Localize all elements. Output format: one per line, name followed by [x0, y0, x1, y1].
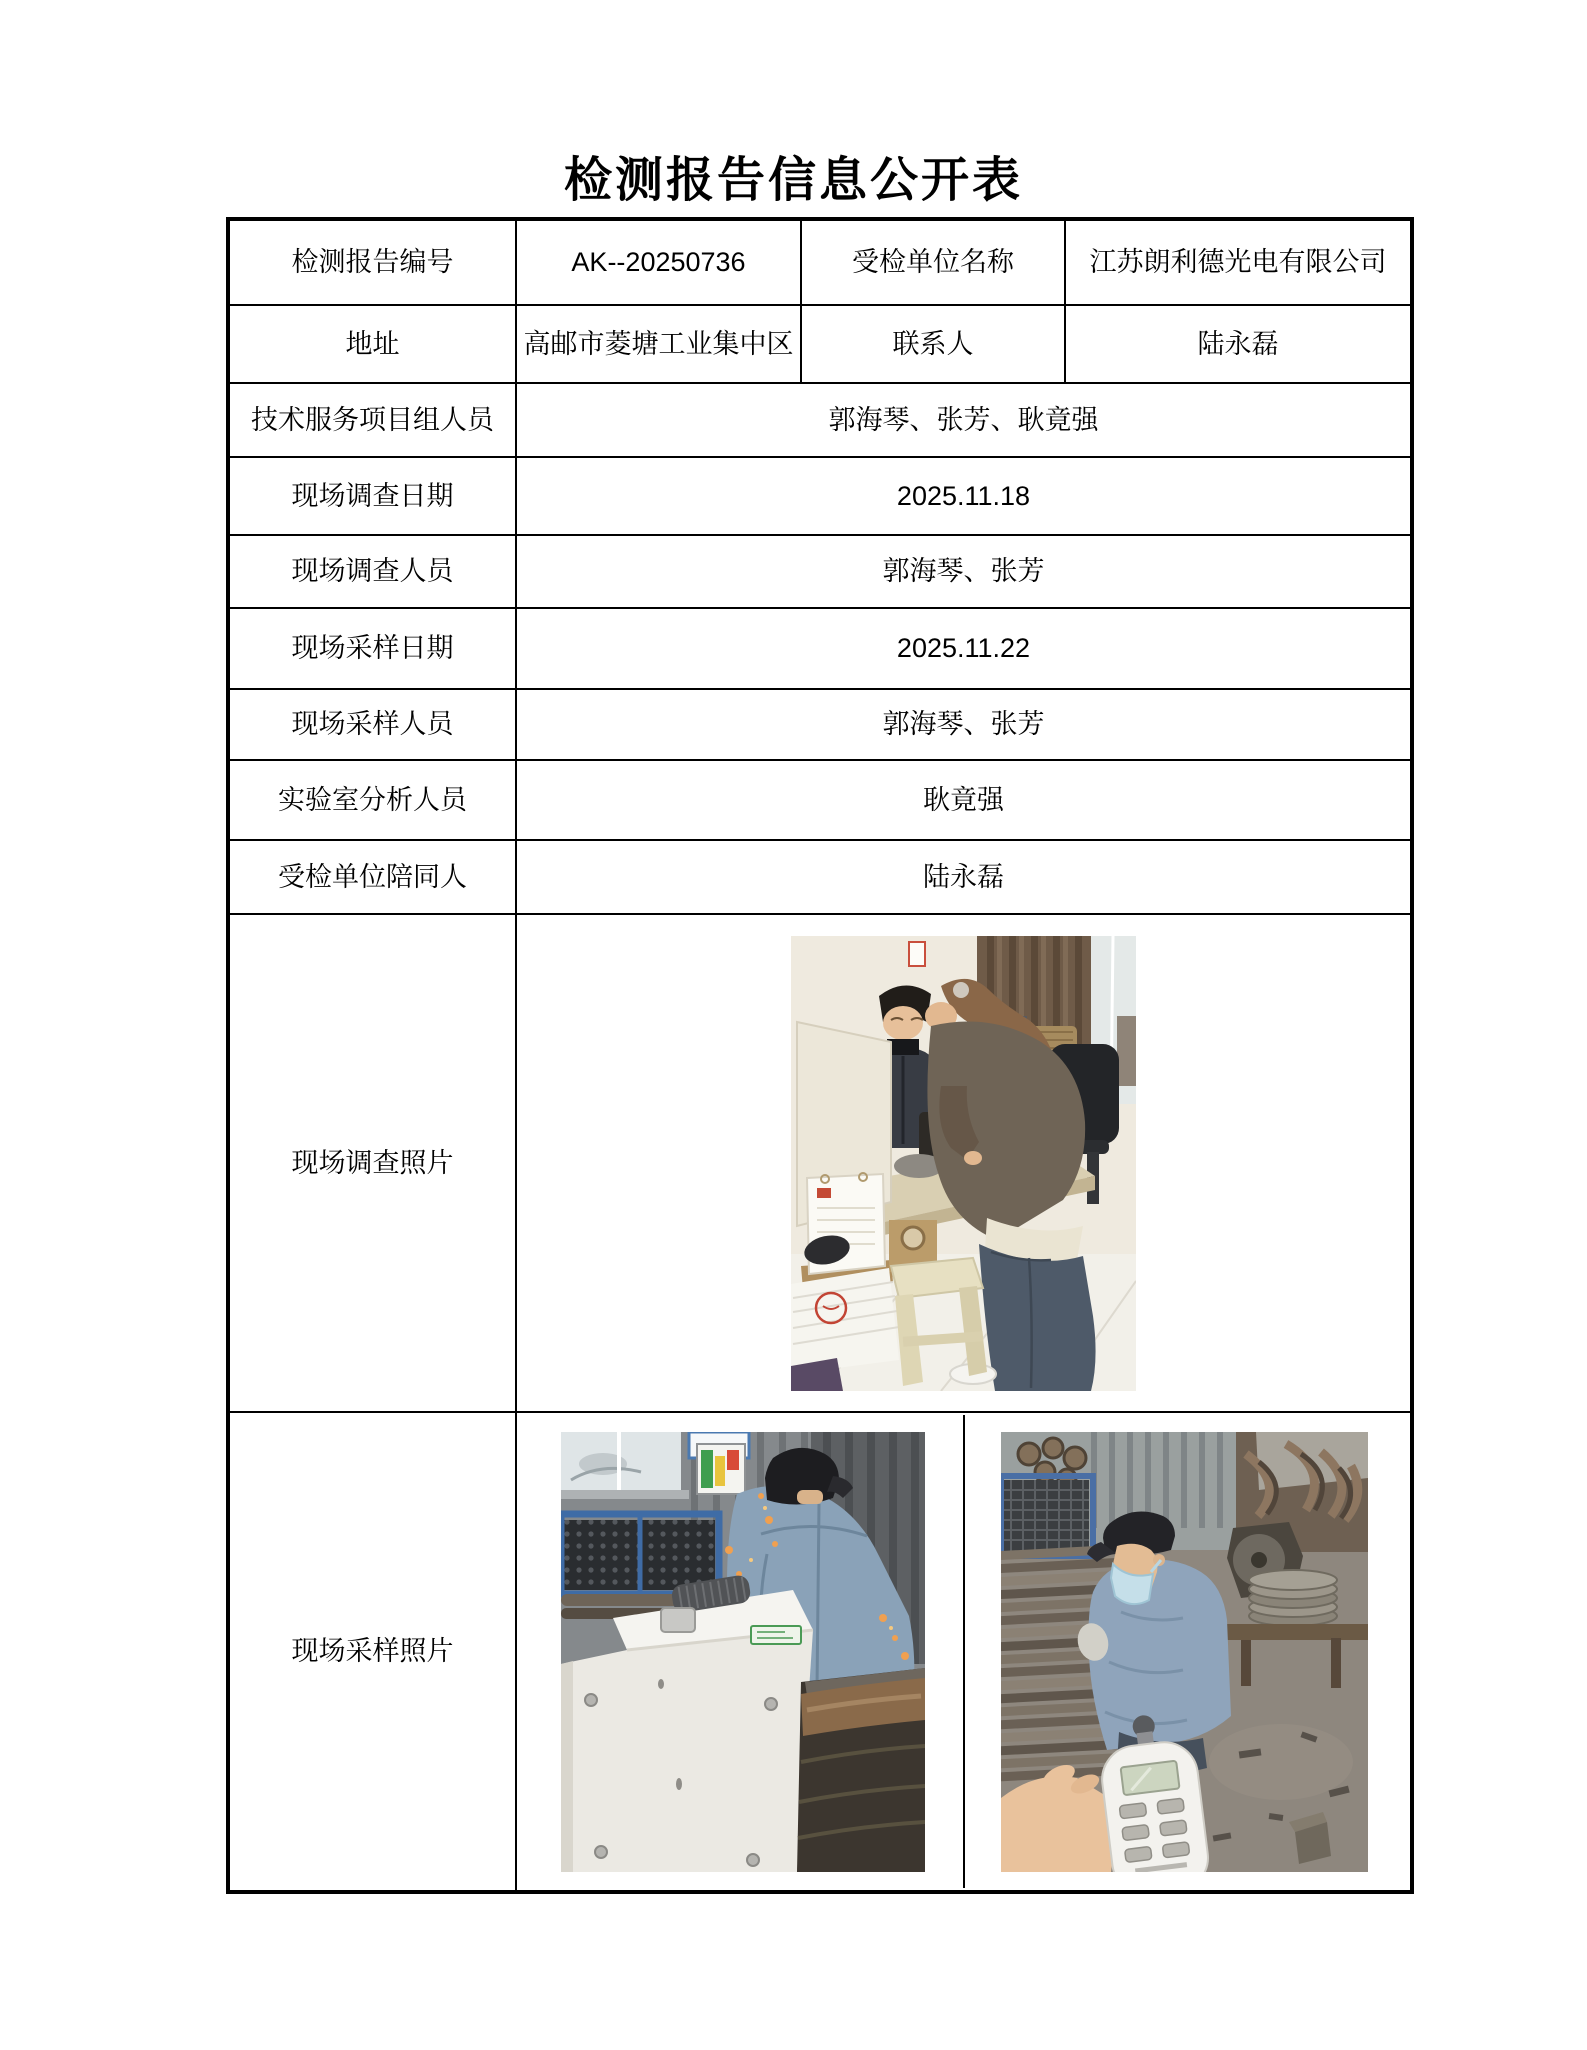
table-row: [228, 689, 1412, 760]
project-team-value: 郭海琴、张芳、耿竟强: [516, 383, 1412, 457]
sampling-staff-label: 现场采样人员: [228, 689, 516, 760]
contact-label: 联系人: [801, 305, 1065, 383]
page-title: 检测报告信息公开表: [563, 154, 1023, 207]
table-row: [228, 840, 1412, 914]
survey-date-value: 2025.11.18: [516, 457, 1412, 535]
escort-label: 受检单位陪同人: [228, 840, 516, 914]
sampling-staff-value: 郭海琴、张芳: [516, 689, 1412, 760]
table-row: [228, 760, 1412, 840]
table-row: [228, 608, 1412, 689]
survey-date-label: 现场调查日期: [228, 457, 516, 535]
survey-photo-cell: [516, 914, 1412, 1412]
sampling-photo-label: 现场采样照片: [228, 1412, 516, 1892]
survey-staff-value: 郭海琴、张芳: [516, 535, 1412, 608]
report-no-value: AK--20250736: [516, 219, 801, 305]
escort-value: 陆永磊: [516, 840, 1412, 914]
table-row: [228, 383, 1412, 457]
table-row: [228, 1412, 1412, 1892]
survey-staff-label: 现场调查人员: [228, 535, 516, 608]
address-value: 高邮市菱塘工业集中区: [516, 305, 801, 383]
survey-photo-image: [791, 936, 1136, 1391]
lab-analyst-value: 耿竟强: [516, 760, 1412, 840]
report-info-table: [226, 217, 1414, 1894]
table-row: [228, 219, 1412, 305]
table-row: [228, 457, 1412, 535]
sampling-photo-image-1: [561, 1432, 925, 1872]
sampling-photo-cell-right: [965, 1415, 1405, 1888]
sampling-photo-cell-left: [523, 1415, 965, 1888]
report-no-label: 检测报告编号: [228, 219, 516, 305]
table-row: [228, 535, 1412, 608]
sampling-date-label: 现场采样日期: [228, 608, 516, 689]
unit-name-label: 受检单位名称: [801, 219, 1065, 305]
unit-name-value: 江苏朗利德光电有限公司: [1065, 219, 1412, 305]
table-row: [228, 914, 1412, 1412]
sampling-photo-image-2: [1001, 1432, 1368, 1872]
table-row: [228, 305, 1412, 383]
sampling-date-value: 2025.11.22: [516, 608, 1412, 689]
sampling-photo-cell: [516, 1412, 1412, 1892]
project-team-label: 技术服务项目组人员: [228, 383, 516, 457]
lab-analyst-label: 实验室分析人员: [228, 760, 516, 840]
survey-photo-label: 现场调查照片: [228, 914, 516, 1412]
contact-value: 陆永磊: [1065, 305, 1412, 383]
address-label: 地址: [228, 305, 516, 383]
